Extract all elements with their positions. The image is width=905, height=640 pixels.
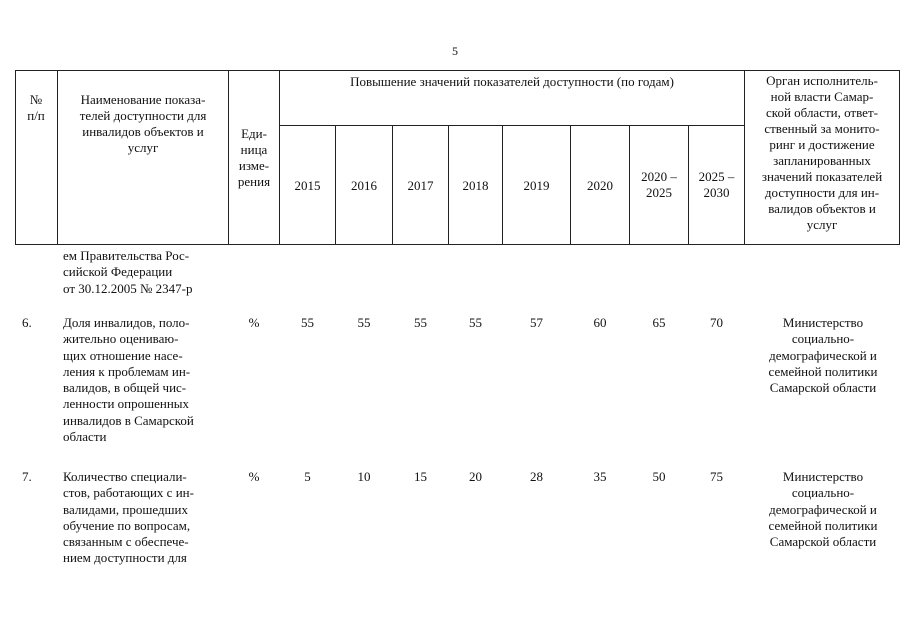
header-year-2018: 2018: [462, 178, 489, 193]
row-6-value-2020-2025: 65: [652, 315, 666, 330]
row-7-num: 7.: [22, 469, 32, 484]
row-7-value-2020: 35: [593, 469, 607, 484]
row-6-unit: %: [248, 315, 260, 330]
row-6-value-2016: 55: [357, 315, 371, 330]
row-7-value-2017: 15: [414, 469, 427, 484]
row-7-value-2016: 10: [357, 469, 371, 484]
row-7-value-2018: 20: [469, 469, 482, 484]
header-unit: Еди- ница изме- рения: [237, 126, 271, 189]
header-year-2017: 2017: [407, 178, 434, 193]
row-7-value-2025-2030: 75: [710, 469, 723, 484]
header-org: Орган исполнитель- ной власти Самар- ской области, ответ- ственный за монито- ринг и достижение запланированных значений показателей доступности для ин- валидов объектов и услуг: [761, 73, 883, 232]
row-7-org: Министерство социально- демографической и семейной политики Самарской области: [768, 469, 878, 550]
table-header: [15, 70, 900, 245]
row-7-name: Количество специали- стов, работающих с ин- валидами, прошедших обучение по вопросам, связанным с обеспече- нием доступности для: [63, 469, 194, 566]
row-6-value-2019: 57: [530, 315, 543, 330]
row-6-value-2018: 55: [469, 315, 482, 330]
row-6-value-2017: 55: [414, 315, 427, 330]
row-6-value-2020: 60: [593, 315, 607, 330]
header-year-2019: 2019: [523, 178, 550, 193]
header-year-2016: 2016: [351, 178, 377, 193]
row-7-unit: %: [248, 469, 260, 484]
page-number: 5: [452, 44, 458, 58]
row-6-value-2015: 55: [301, 315, 314, 330]
row-7-value-2019: 28: [530, 469, 543, 484]
header-year-2020: 2020: [587, 178, 613, 193]
row-6-name: Доля инвалидов, поло- жительно оцениваю- щих отношение насе- ления к проблемам ин- валидов, в общей чис- ленности опрошенных инвалидов в Самарской области: [63, 315, 194, 445]
header-group-title: Повышение значений показателей доступности (по годам): [350, 74, 674, 89]
header-name: Наименование показа- телей доступности для инвалидов объектов и услуг: [79, 92, 207, 155]
header-year-2020-2025: 2020 – 2025: [641, 169, 677, 200]
header-num: № п/п: [27, 92, 45, 123]
header-year-2015: 2015: [294, 178, 321, 193]
row-6-value-2025-2030: 70: [710, 315, 723, 330]
row-6-org: Министерство социально- демографической и семейной политики Самарской области: [768, 315, 878, 396]
row-6-num: 6.: [22, 315, 32, 330]
row-7-value-2015: 5: [304, 469, 311, 484]
row-7-value-2020-2025: 50: [652, 469, 666, 484]
continuation-text: ем Правительства Рос- сийской Федерации от 30.12.2005 № 2347-р: [63, 248, 193, 296]
header-year-2025-2030: 2025 – 2030: [698, 169, 735, 200]
